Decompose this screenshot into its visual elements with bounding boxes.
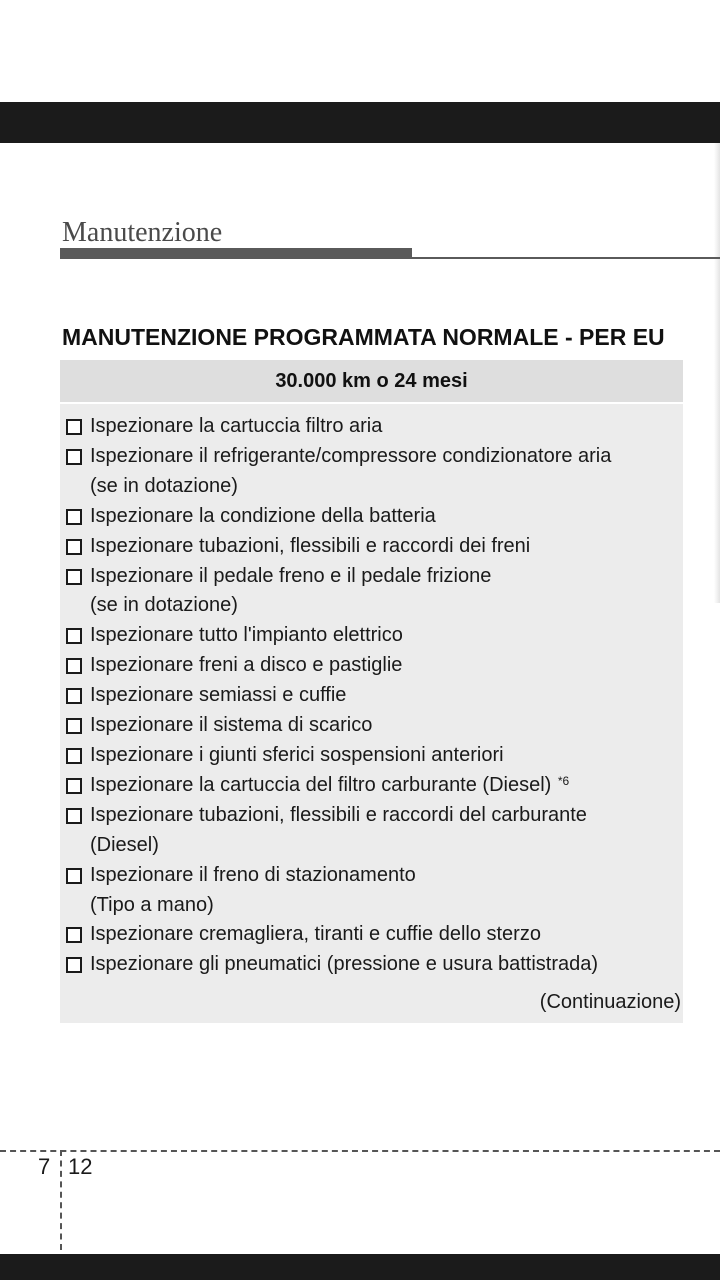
- empty-checkbox-icon: [66, 718, 82, 734]
- empty-checkbox-icon: [66, 569, 82, 585]
- checklist-item-label: Ispezionare la cartuccia filtro aria: [90, 415, 383, 437]
- section-title: Manutenzione: [62, 217, 223, 248]
- empty-checkbox-icon: [66, 808, 82, 824]
- checklist-item-label: Ispezionare la condizione della batteria: [90, 504, 436, 527]
- checklist-item-label: Ispezionare gli pneumatici (pressione e usura battistrada): [90, 953, 599, 976]
- empty-checkbox-icon: [66, 868, 82, 884]
- checklist-item-label: Ispezionare tutto l'impianto elettrico: [90, 624, 403, 647]
- footer-dashed-rule: [0, 1150, 720, 1152]
- checklist-item: [66, 502, 678, 532]
- checklist-item-label: Ispezionare il sistema di scarico: [90, 714, 373, 737]
- checklist-item-text: [90, 861, 678, 921]
- empty-checkbox-icon: [66, 628, 82, 644]
- checklist-item-label: Ispezionare semiassi e cuffie: [90, 684, 347, 707]
- empty-checkbox-icon: [66, 658, 82, 674]
- checklist-item: [66, 562, 678, 622]
- page-number: 12: [68, 1154, 93, 1179]
- checklist-item-label: Ispezionare la cartuccia del filtro carburante (Diesel): [90, 773, 552, 796]
- checklist-item-text: [90, 412, 678, 442]
- checklist-item-label: Ispezionare cremagliera, tiranti e cuffie dello sterzo: [90, 923, 541, 946]
- panel-title: 30.000 km o 24 mesi: [60, 360, 683, 404]
- checklist: [66, 412, 678, 980]
- chapter-number: 7: [38, 1154, 51, 1179]
- checklist-item-text: [90, 950, 678, 980]
- empty-checkbox-icon: [66, 778, 82, 794]
- empty-checkbox-icon: [66, 539, 82, 555]
- empty-checkbox-icon: [66, 748, 82, 764]
- checklist-item-text: [90, 801, 678, 861]
- empty-checkbox-icon: [66, 419, 82, 435]
- bottom-bar: [0, 1254, 720, 1280]
- checklist-item-label: Ispezionare il refrigerante/compressore condizionatore aria (se in dotazione): [90, 444, 612, 497]
- checklist-item-label: Ispezionare il pedale freno e il pedale frizione (se in dotazione): [90, 564, 492, 617]
- checklist-item-text: [90, 711, 678, 741]
- checklist-item: [66, 412, 678, 442]
- checklist-item: [66, 741, 678, 771]
- checklist-item-text: [90, 621, 678, 651]
- checklist-item: [66, 861, 678, 921]
- empty-checkbox-icon: [66, 449, 82, 465]
- top-bar: [0, 102, 720, 143]
- empty-checkbox-icon: [66, 957, 82, 973]
- continuation-label: (Continuazione): [539, 991, 681, 1013]
- checklist-item: [66, 771, 678, 801]
- checklist-item-text: [90, 681, 678, 711]
- maintenance-panel: [60, 360, 683, 1023]
- empty-checkbox-icon: [66, 927, 82, 943]
- page-edge-shadow: [714, 143, 720, 603]
- checklist-item-label: Ispezionare i giunti sferici sospensioni anteriori: [90, 743, 504, 766]
- footer-dashed-divider: [60, 1150, 62, 1250]
- checklist-item-text: [90, 741, 678, 771]
- checklist-item: [66, 621, 678, 651]
- checklist-item: [66, 950, 678, 980]
- checklist-item-text: [90, 562, 678, 622]
- checklist-item: [66, 681, 678, 711]
- section-rule-thin: [412, 257, 720, 259]
- section-rule-thick: [60, 248, 412, 259]
- page-heading: MANUTENZIONE PROGRAMMATA NORMALE - PER EU: [62, 324, 665, 350]
- checklist-item: [66, 442, 678, 502]
- checklist-item: [66, 651, 678, 681]
- checklist-item-text: [90, 532, 678, 562]
- checklist-item-text: [90, 502, 678, 532]
- checklist-item: [66, 532, 678, 562]
- empty-checkbox-icon: [66, 509, 82, 525]
- checklist-item-text: [90, 920, 678, 950]
- checklist-item-label: Ispezionare il freno di stazionamento (Tipo a mano): [90, 863, 416, 916]
- checklist-item-label: Ispezionare freni a disco e pastiglie: [90, 654, 403, 677]
- checklist-item-text: [90, 771, 678, 801]
- checklist-item: [66, 920, 678, 950]
- checklist-item-label: Ispezionare tubazioni, flessibili e raccordi dei freni: [90, 534, 531, 557]
- checklist-item: [66, 801, 678, 861]
- empty-checkbox-icon: [66, 688, 82, 704]
- checklist-item: [66, 711, 678, 741]
- footnote-marker: *6: [557, 773, 570, 788]
- checklist-item-text: [90, 651, 678, 681]
- checklist-item-label: Ispezionare tubazioni, flessibili e raccordi del carburante (Diesel): [90, 803, 587, 856]
- checklist-item-text: [90, 442, 678, 502]
